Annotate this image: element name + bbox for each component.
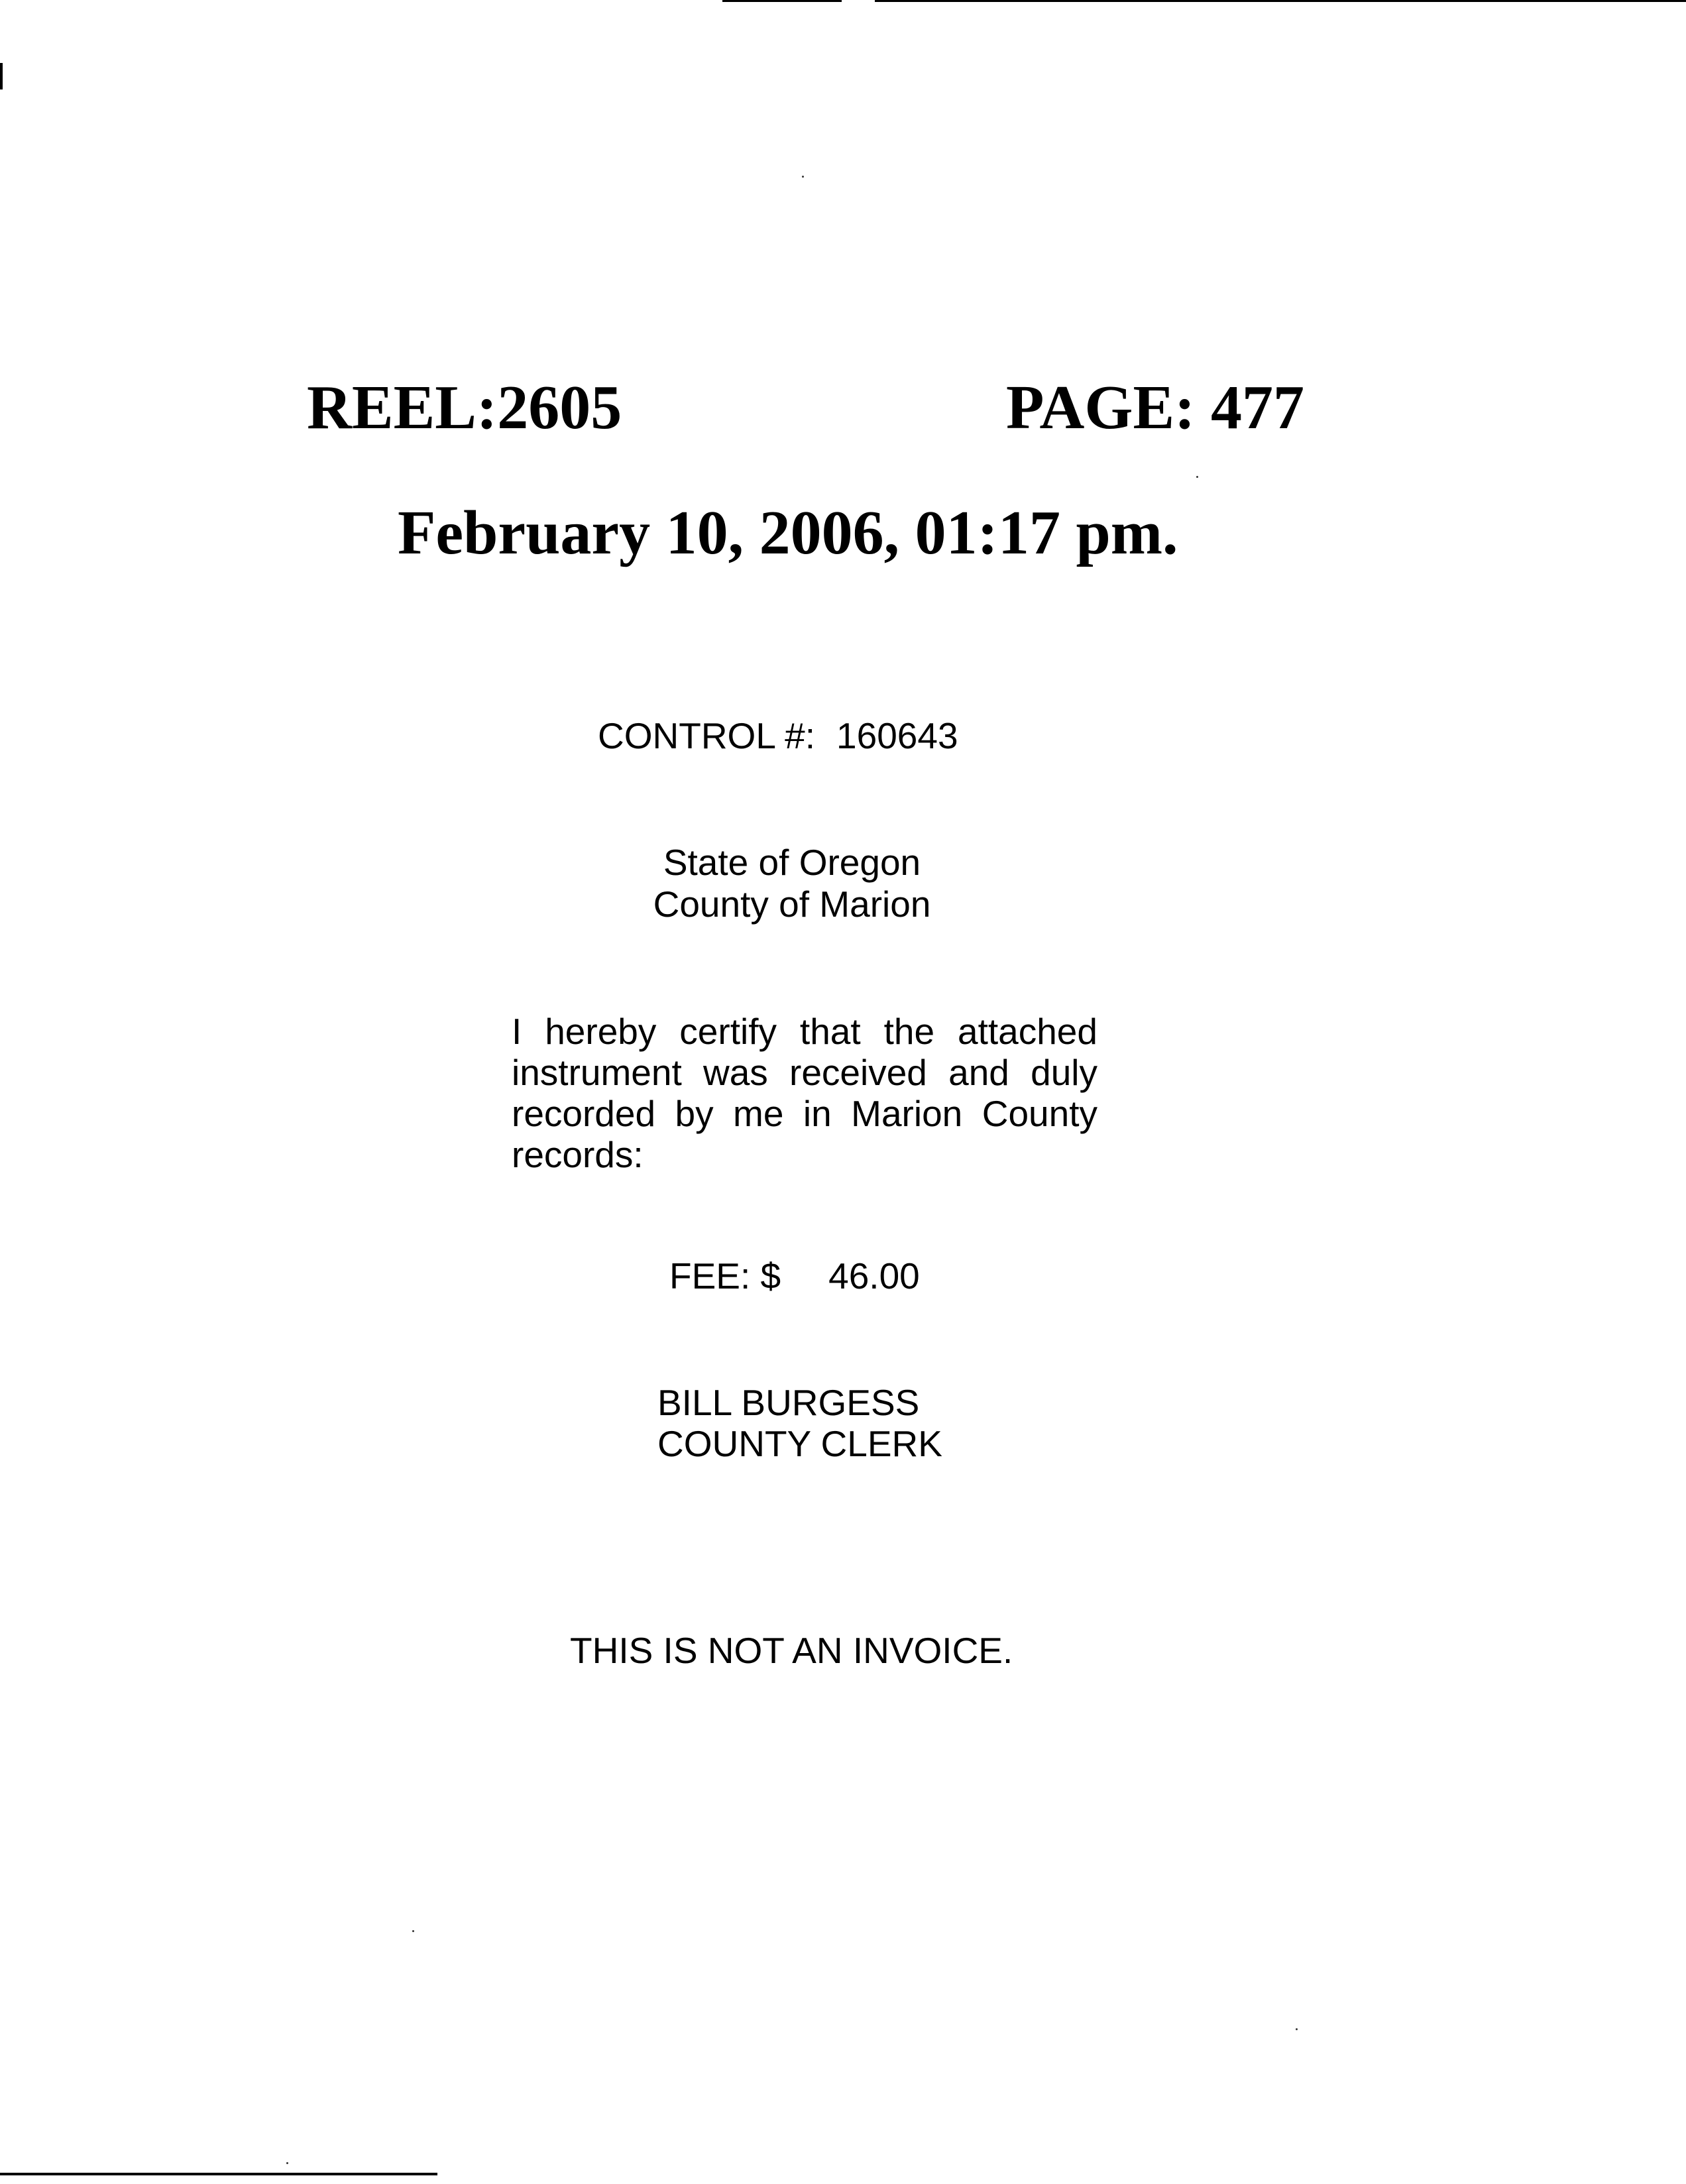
scan-speck <box>412 1930 414 1932</box>
scan-edge-mark <box>0 63 3 89</box>
scan-speck <box>286 2162 288 2164</box>
invoice-notice: THIS IS NOT AN INVOICE. <box>570 1630 1013 1671</box>
page-number: PAGE: 477 <box>1006 373 1304 442</box>
jurisdiction-block <box>0 842 1584 925</box>
certification-statement: I hereby certify that the attached instrument was received and duly recorded by me in Marion County records: <box>512 1011 1097 1175</box>
clerk-name: BILL BURGESS <box>657 1382 920 1423</box>
clerk-block <box>657 1382 942 1464</box>
scan-speck <box>1296 2028 1298 2030</box>
scan-speck <box>802 176 804 178</box>
fee-label: FEE: $ <box>669 1255 781 1296</box>
scan-edge-line <box>875 0 1686 2</box>
scan-edge-mark <box>722 0 842 2</box>
scan-speck <box>1196 476 1198 478</box>
recording-date-time: February 10, 2006, 01:17 pm. <box>398 498 1178 567</box>
clerk-title: COUNTY CLERK <box>657 1423 942 1464</box>
reel-number: REEL:2605 <box>307 373 622 442</box>
control-label: CONTROL #: <box>598 715 816 756</box>
control-number: 160643 <box>836 715 958 756</box>
scan-edge-line <box>0 2173 437 2175</box>
control-number-line <box>598 715 958 756</box>
state-name: State of Oregon <box>663 842 921 883</box>
fee-line <box>669 1255 920 1296</box>
county-name: County of Marion <box>653 884 931 925</box>
fee-amount: 46.00 <box>828 1255 920 1296</box>
